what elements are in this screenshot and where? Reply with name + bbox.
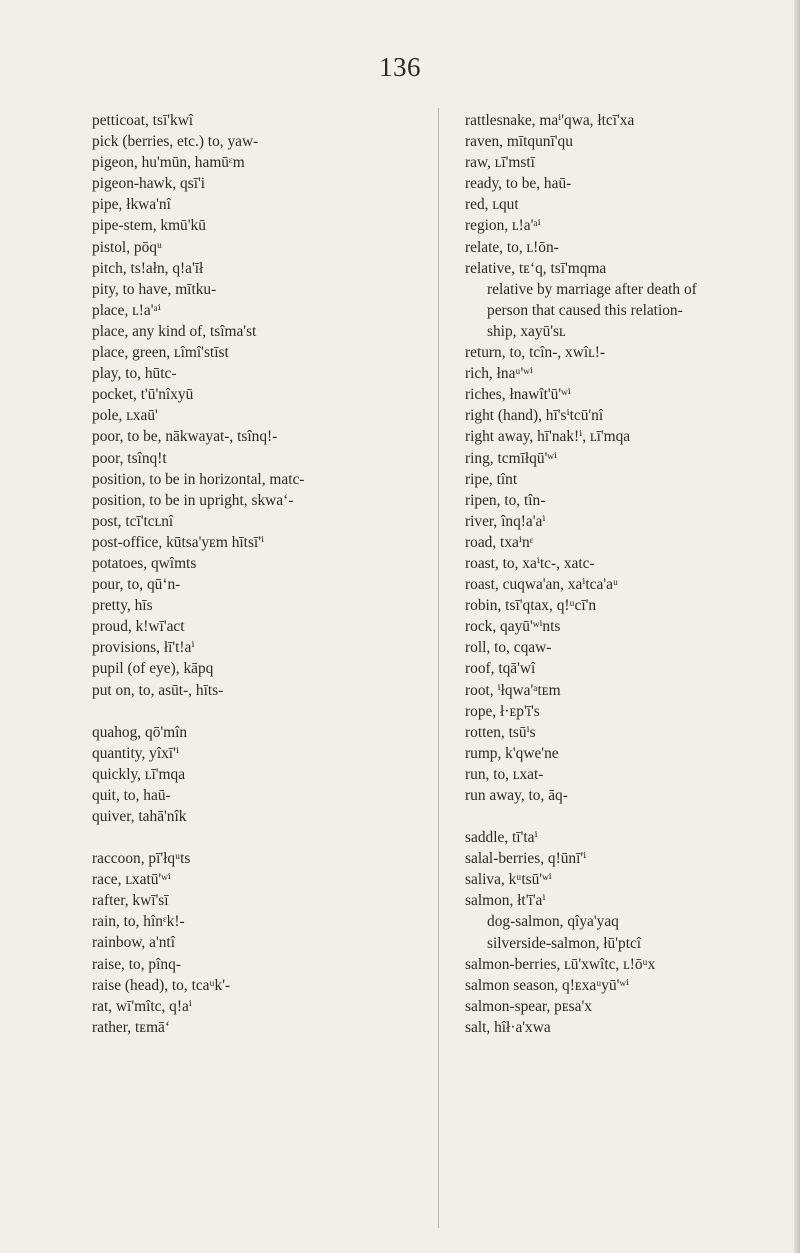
glossary-entry: pretty, hīs bbox=[92, 597, 153, 615]
glossary-entry: ripen, to, tîn- bbox=[465, 491, 546, 509]
glossary-entry: pole, ʟxaū' bbox=[92, 407, 158, 425]
glossary-entry: salmon, łt'ī'aⁱ bbox=[465, 892, 546, 910]
glossary-entry: right (hand), hī'sⁱtcū'nî bbox=[465, 407, 604, 425]
page-number: 136 bbox=[379, 52, 421, 82]
glossary-entry: robin, tsī'qtax, q!ᵘcī'n bbox=[465, 597, 597, 615]
glossary-entry: raise (head), to, tcaᵘk'- bbox=[92, 976, 231, 994]
glossary-entry: relative, tᴇ‘q, tsī'mqma bbox=[465, 259, 607, 277]
glossary-entry: river, înq!a'aⁱ bbox=[465, 512, 546, 530]
glossary-entry: pigeon-hawk, qsī'i bbox=[92, 175, 206, 193]
glossary-entry: potatoes, qwîmts bbox=[92, 554, 197, 572]
section-gap bbox=[92, 827, 392, 848]
glossary-entry: roast, cuqwa'an, xaⁱtca'aᵘ bbox=[465, 576, 618, 594]
glossary-entry: poor, tsînq!t bbox=[92, 449, 167, 467]
glossary-subentry: ship, xayū'sʟ bbox=[487, 322, 566, 340]
glossary-entry: roast, to, xaⁱtc-, xatc- bbox=[465, 554, 595, 572]
glossary-entry: rich, łnaᵘ'ʷⁱ bbox=[465, 365, 533, 383]
glossary-entry: return, to, tcîn-, xwîʟ!- bbox=[465, 344, 605, 362]
column-divider bbox=[438, 108, 439, 1228]
glossary-entry: right away, hī'nak!ⁱ, ʟī'mqa bbox=[465, 428, 631, 446]
glossary-entry: rain, to, hînᵋk!- bbox=[92, 913, 185, 931]
glossary-entry: pistol, pōqᵘ bbox=[92, 238, 163, 256]
glossary-entry: run, to, ʟxat- bbox=[465, 765, 544, 783]
glossary-subentry: relative by marriage after death of bbox=[487, 280, 697, 298]
glossary-entry: raise, to, pînq- bbox=[92, 955, 181, 973]
glossary-entry: rotten, tsūⁱs bbox=[465, 723, 536, 741]
glossary-entry: pour, to, qū‘n- bbox=[92, 576, 181, 594]
glossary-entry: salmon-berries, ʟū'xwîtc, ʟ!ōᵘx bbox=[465, 955, 656, 973]
glossary-entry: position, to be in horizontal, matc- bbox=[92, 470, 305, 488]
glossary-entry: pipe, łkwa'nî bbox=[92, 196, 171, 214]
glossary-entry: poor, to be, nākwayat-, tsînq!- bbox=[92, 428, 278, 446]
glossary-entry: ready, to be, haū- bbox=[465, 175, 572, 193]
glossary-entry: rainbow, a'ntî bbox=[92, 934, 175, 952]
glossary-entry: proud, k!wī'act bbox=[92, 618, 185, 636]
glossary-entry: salt, hîł·a'xwa bbox=[465, 1018, 551, 1036]
glossary-entry: root, ⁱłqwa'ᵃtᴇm bbox=[465, 681, 561, 699]
glossary-entry: raw, ʟī'mstī bbox=[465, 154, 535, 172]
glossary-entry: place, green, ʟîmî'stīst bbox=[92, 344, 229, 362]
glossary-entry: quiver, tahā'nîk bbox=[92, 808, 187, 825]
glossary-entry: quickly, ʟī'mqa bbox=[92, 765, 186, 783]
glossary-entry: red, ʟqut bbox=[465, 196, 519, 214]
glossary-entry: roll, to, cqaw- bbox=[465, 639, 552, 657]
glossary-entry: pitch, ts!ałn, q!a'īł bbox=[92, 259, 204, 277]
glossary-entry: post, tcī'tcʟnî bbox=[92, 512, 174, 530]
right-column bbox=[465, 110, 765, 1038]
glossary-entry: post-office, kūtsa'yᴇm hītsī'ⁱ bbox=[92, 533, 265, 551]
glossary-entry: quit, to, haū- bbox=[92, 786, 171, 804]
glossary-entry: ripe, tînt bbox=[465, 470, 518, 488]
glossary-subentry: person that caused this relation- bbox=[487, 301, 683, 319]
glossary-entry: place, any kind of, tsîma'st bbox=[92, 322, 257, 340]
glossary-entry: relate, to, ʟ!ōn- bbox=[465, 238, 559, 256]
glossary-entry: pipe-stem, kmū'kū bbox=[92, 217, 206, 235]
glossary-entry: pocket, t'ū'nîxyū bbox=[92, 386, 194, 404]
glossary-entry: rope, ł·ᴇp'ī's bbox=[465, 702, 540, 720]
glossary-subentry: silverside-salmon, łū'ptcî bbox=[487, 934, 642, 952]
glossary-entry: riches, łnawît'ū'ʷⁱ bbox=[465, 386, 571, 404]
glossary-entry: rat, wī'mîtc, q!aⁱ bbox=[92, 997, 192, 1015]
glossary-entry: pigeon, hu'mūn, hamūᵋm bbox=[92, 154, 245, 172]
glossary-entry: quantity, yîxī'ⁱ bbox=[92, 744, 179, 762]
section-gap bbox=[465, 806, 765, 827]
glossary-entry: saddle, tī'taⁱ bbox=[465, 829, 538, 847]
section-gap bbox=[92, 701, 392, 722]
glossary-entry: roof, tqā'wî bbox=[465, 660, 536, 678]
glossary-entry: play, to, hūtc- bbox=[92, 365, 177, 383]
glossary-entry: raccoon, pī'łqᵘts bbox=[92, 850, 191, 868]
glossary-entry: put on, to, asūt-, hīts- bbox=[92, 681, 224, 699]
glossary-entry: quahog, qō'mîn bbox=[92, 723, 188, 741]
glossary-entry: rather, tᴇmā‘ bbox=[92, 1018, 171, 1036]
glossary-entry: petticoat, tsī'kwî bbox=[92, 112, 194, 129]
glossary-entry: pity, to have, mītku- bbox=[92, 280, 217, 298]
glossary-entry: salmon season, q!ᴇxaᵘyū'ʷⁱ bbox=[465, 976, 630, 994]
glossary-entry: race, ʟxatū'ʷⁱ bbox=[92, 871, 171, 889]
glossary-entry: ring, tcmīłqū'ʷⁱ bbox=[465, 449, 557, 467]
glossary-entry: road, txaⁱnᵋ bbox=[465, 533, 534, 551]
glossary-entry: rock, qayū'ʷⁱnts bbox=[465, 618, 561, 636]
left-column bbox=[92, 110, 392, 1038]
glossary-entry: salmon-spear, pᴇsa'x bbox=[465, 997, 592, 1015]
glossary-entry: pupil (of eye), kāpq bbox=[92, 660, 214, 678]
glossary-entry: pick (berries, etc.) to, yaw- bbox=[92, 133, 259, 151]
page-edge bbox=[794, 0, 800, 1253]
glossary-entry: provisions, łī't!aⁱ bbox=[92, 639, 195, 657]
glossary-entry: place, ʟ!a'ᵃⁱ bbox=[92, 301, 161, 319]
glossary-subentry: dog-salmon, qîya'yaq bbox=[487, 913, 619, 931]
glossary-entry: salal-berries, q!ūnī'ⁱ bbox=[465, 850, 587, 868]
glossary-entry: rafter, kwī'sī bbox=[92, 892, 169, 910]
glossary-entry: position, to be in upright, skwa‘- bbox=[92, 491, 294, 509]
glossary-entry: rattlesnake, maⁱ'qwa, łtcī'xa bbox=[465, 112, 635, 129]
glossary-entry: run away, to, āq- bbox=[465, 787, 568, 804]
glossary-entry: rump, k'qwe'ne bbox=[465, 744, 559, 762]
glossary-entry: region, ʟ!a'ᵃⁱ bbox=[465, 217, 541, 235]
glossary-entry: raven, mītqunī'qu bbox=[465, 133, 573, 151]
glossary-entry: saliva, kᵘtsū'ʷⁱ bbox=[465, 871, 552, 889]
